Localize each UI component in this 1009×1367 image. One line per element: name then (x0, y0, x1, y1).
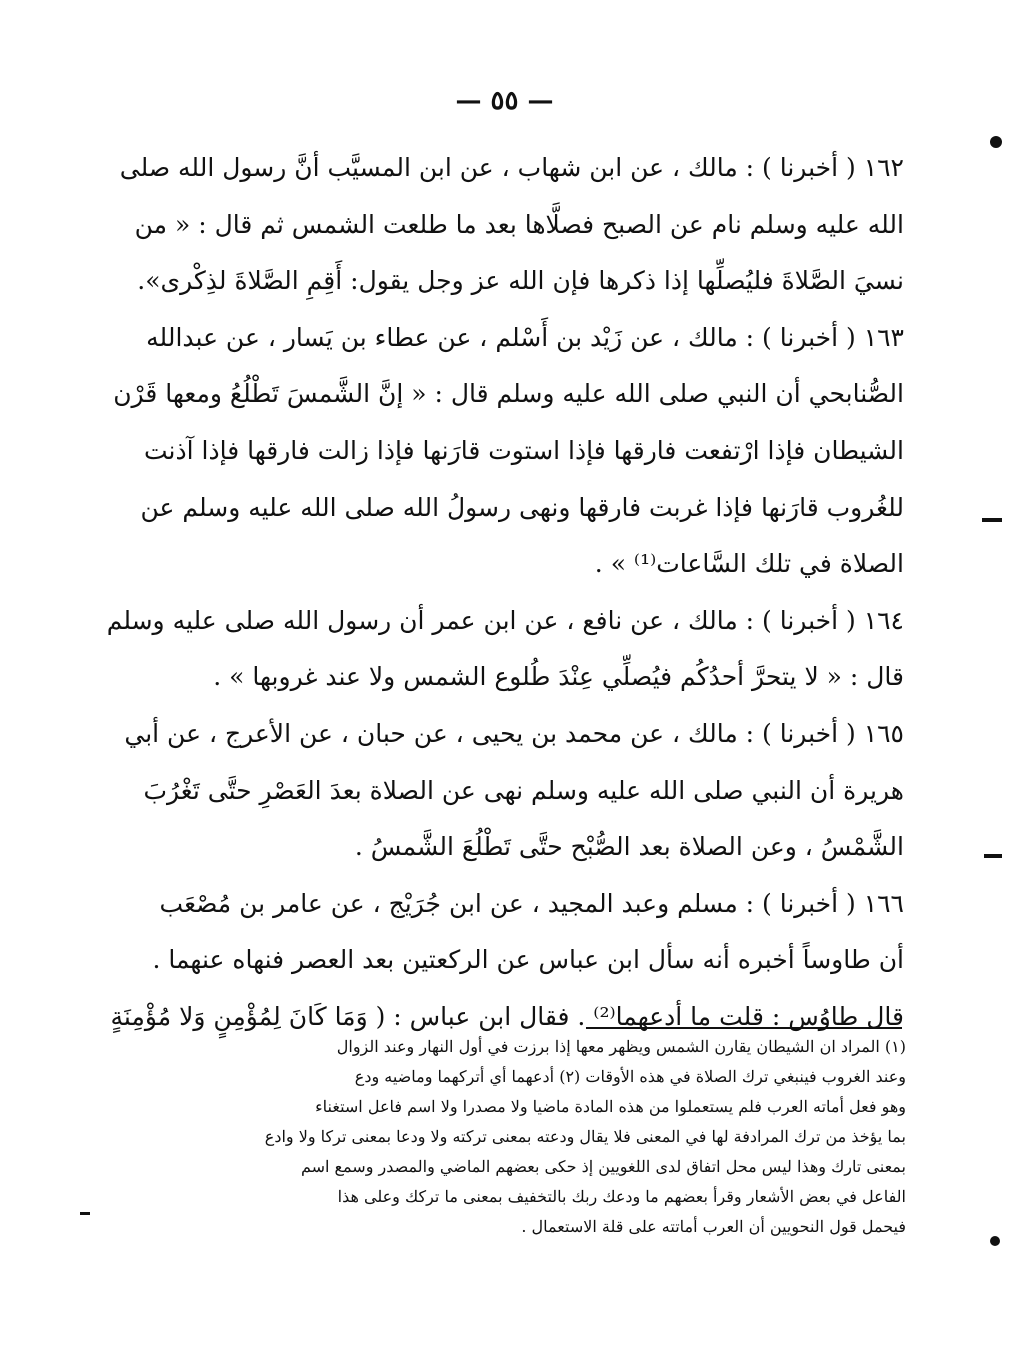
text-line: ١٦٢ ( أخبرنا ) : مالك ، عن ابن شهاب ، عن ابن المسيَّب أنَّ رسول الله صلى (119, 153, 904, 182)
text-line: الشيطان فإذا ارْتفعت فارقها فإذا استوت قارَنها فإذا زالت فارقها فإذا آذنت (144, 435, 904, 465)
text-line: نسيَ الصَّلاةَ فليُصلِّها إذا ذكرها فإن الله عز وجل يقول: أَقِمِ الصَّلاةَ لذِكْرى». (137, 266, 904, 296)
text-line: الله عليه وسلم نام عن الصبح فصلَّاها بعد ما طلعت الشمس ثم قال : « من (134, 209, 904, 239)
text-line: الصُّنابحي أن النبي صلى الله عليه وسلم قال : « إنَّ الشَّمسَ تَطْلُعُ ومعها قَرْن (113, 379, 904, 409)
scan-dot-mark (990, 1236, 1000, 1246)
text-line: للغُروب قارَنها فإذا غربت فارقها ونهى رسولُ الله صلى الله عليه وسلم عن (140, 492, 904, 522)
main-text (106, 140, 904, 1046)
text-line: هريرة أن النبي صلى الله عليه وسلم نهى عن الصلاة بعدَ العَصْرِ حتَّى تَغْرُبَ (143, 775, 904, 805)
text-line: الشَّمْسُ ، وعن الصلاة بعد الصُّبْح حتَّى تَطْلُعَ الشَّمسُ . (354, 832, 904, 862)
footnote-line: (١) المراد ان الشيطان يقارن الشمس ويظهر معها إذا برزت في أول النهار وعند الزوال (336, 1037, 906, 1056)
text-line: قال : « لا يتحرَّ أحدُكُم فيُصلِّي عِنْدَ طُلوع الشمس ولا عند غروبها » . (213, 662, 904, 692)
footnote-line: بما يؤخذ من ترك المرادفة لها في المعنى فلا يقال ودعته بمعنى تركته ولا ودعا بمعنى تركا ولا وادع (264, 1127, 906, 1146)
text-line: أن طاوساً أخبره أنه سأل ابن عباس عن الركعتين بعد العصر فنهاه عنهما . (152, 945, 904, 975)
footnote-line: فيحمل قول النحويين أن العرب أماتته على قلة الاستعمال . (521, 1217, 906, 1236)
scan-dash-mark (984, 854, 1002, 858)
footnote-line: وعند الغروب فينبغي ترك الصلاة في هذه الأوقات (٢) أدعهما أي أتركهما وماضيه ودع (354, 1067, 906, 1086)
text-line: قال طاوُس : قلت ما أدعهما⁽²⁾ . فقال ابن عباس : ( وَمَا كَانَ لِمُؤْمِنٍ وَلا مُؤْمِنَةٍ (110, 1001, 904, 1031)
scan-dot-mark (990, 136, 1002, 148)
footnote-separator (586, 1027, 902, 1029)
footnote-line: بمعنى تارك وهذا ليس محل اتفاق لدى اللغويين إذ حكى بعضهم الماضي والمصدر وسمع اسم (300, 1157, 906, 1176)
scan-dash-mark (80, 1212, 90, 1215)
text-line: ١٦٦ ( أخبرنا ) : مسلم وعبد المجيد ، عن ابن جُرَيْج ، عن عامر بن مُصْعَب (159, 888, 904, 918)
footnote-line: وهو فعل أماته العرب فلم يستعملوا من هذه المادة ماضيا ولا مصدرا ولا اسم فاعل استغناء (315, 1097, 906, 1116)
page-number: — ٥٥ — (455, 86, 554, 116)
text-line: الصلاة في تلك السَّاعات⁽¹⁾ » . (594, 549, 904, 579)
scan-dash-mark (982, 518, 1002, 522)
footnote-line: الفاعل في بعض الأشعار وقرأ بعضهم ما ودعك ربك بالتخفيف بمعنى ما تركك وعلى هذا (337, 1187, 906, 1206)
text-line: ١٦٣ ( أخبرنا ) : مالك ، عن زَيْد بن أَسْلم ، عن عطاء بن يَسار ، عن عبدالله (146, 322, 904, 352)
footnotes (196, 1032, 906, 1242)
text-line: ١٦٥ ( أخبرنا ) : مالك ، عن محمد بن يحيى ، عن حبان ، عن الأعرج ، عن أبي (124, 718, 904, 748)
text-line: ١٦٤ ( أخبرنا ) : مالك ، عن نافع ، عن ابن عمر أن رسول الله صلى عليه وسلم (106, 605, 904, 635)
